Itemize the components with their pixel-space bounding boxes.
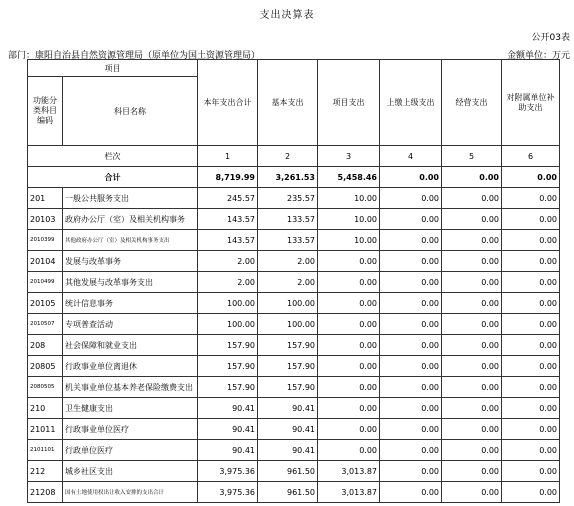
total-value: 0.00 bbox=[380, 167, 442, 188]
row-value: 3,013.87 bbox=[318, 482, 380, 503]
row-value: 0.00 bbox=[502, 251, 560, 272]
row-code: 210 bbox=[28, 398, 63, 419]
total-value: 3,261.53 bbox=[258, 167, 318, 188]
header-col-1: 本年支出合计 bbox=[198, 60, 258, 146]
row-value: 0.00 bbox=[502, 209, 560, 230]
row-value: 143.57 bbox=[198, 209, 258, 230]
row-value: 0.00 bbox=[442, 440, 502, 461]
row-value: 961.50 bbox=[258, 482, 318, 503]
row-code: 21011 bbox=[28, 419, 63, 440]
row-value: 0.00 bbox=[442, 419, 502, 440]
row-value: 0.00 bbox=[502, 461, 560, 482]
row-name: 发展与改革事务 bbox=[63, 251, 198, 272]
row-code: 2010507 bbox=[28, 314, 63, 335]
row-value: 0.00 bbox=[502, 188, 560, 209]
row-value: 157.90 bbox=[198, 377, 258, 398]
row-value: 157.90 bbox=[258, 356, 318, 377]
row-value: 90.41 bbox=[258, 440, 318, 461]
row-name: 卫生健康支出 bbox=[63, 398, 198, 419]
row-value: 0.00 bbox=[502, 398, 560, 419]
table-row bbox=[28, 419, 560, 440]
header-col-4: 上缴上级支出 bbox=[380, 60, 442, 146]
row-value: 0.00 bbox=[380, 272, 442, 293]
row-value: 0.00 bbox=[380, 335, 442, 356]
row-value: 133.57 bbox=[258, 230, 318, 251]
row-value: 90.41 bbox=[258, 419, 318, 440]
table-row bbox=[28, 188, 560, 209]
row-name: 行政事业单位离退休 bbox=[63, 356, 198, 377]
row-value: 0.00 bbox=[380, 209, 442, 230]
table-row bbox=[28, 272, 560, 293]
row-value: 0.00 bbox=[502, 482, 560, 503]
total-value: 8,719.99 bbox=[198, 167, 258, 188]
row-value: 10.00 bbox=[318, 209, 380, 230]
header-col-2: 基本支出 bbox=[258, 60, 318, 146]
row-value: 0.00 bbox=[442, 272, 502, 293]
row-name: 社会保障和就业支出 bbox=[63, 335, 198, 356]
row-value: 90.41 bbox=[198, 440, 258, 461]
row-code: 20805 bbox=[28, 356, 63, 377]
table-row bbox=[28, 377, 560, 398]
row-value: 0.00 bbox=[502, 440, 560, 461]
row-value: 3,975.36 bbox=[198, 482, 258, 503]
form-number: 公开03表 bbox=[531, 33, 570, 43]
row-value: 0.00 bbox=[318, 398, 380, 419]
row-value: 0.00 bbox=[380, 314, 442, 335]
row-name: 其他政府办公厅（室）及相关机构事务支出 bbox=[63, 230, 198, 251]
row-value: 0.00 bbox=[380, 440, 442, 461]
row-code: 212 bbox=[28, 461, 63, 482]
row-value: 0.00 bbox=[380, 251, 442, 272]
row-name: 政府办公厅（室）及相关机构事务 bbox=[63, 209, 198, 230]
row-value: 0.00 bbox=[380, 419, 442, 440]
row-value: 961.50 bbox=[258, 461, 318, 482]
row-value: 0.00 bbox=[318, 293, 380, 314]
row-value: 0.00 bbox=[442, 209, 502, 230]
index-num: 3 bbox=[318, 146, 380, 167]
row-code: 2101101 bbox=[28, 440, 63, 461]
row-code: 2010399 bbox=[28, 230, 63, 251]
row-value: 2.00 bbox=[258, 251, 318, 272]
row-value: 0.00 bbox=[502, 272, 560, 293]
row-code: 201 bbox=[28, 188, 63, 209]
department-label: 部门：康阳自治县自然资源管理局（原单位为国土资源管理局） bbox=[8, 51, 261, 61]
row-name: 行政单位医疗 bbox=[63, 440, 198, 461]
row-value: 0.00 bbox=[318, 356, 380, 377]
row-value: 0.00 bbox=[442, 398, 502, 419]
row-code: 21208 bbox=[28, 482, 63, 503]
row-value: 0.00 bbox=[502, 314, 560, 335]
row-value: 157.90 bbox=[198, 335, 258, 356]
row-code: 208 bbox=[28, 335, 63, 356]
row-value: 0.00 bbox=[442, 377, 502, 398]
row-name: 一般公共服务支出 bbox=[63, 188, 198, 209]
row-value: 0.00 bbox=[318, 272, 380, 293]
row-value: 0.00 bbox=[502, 419, 560, 440]
row-value: 0.00 bbox=[318, 440, 380, 461]
total-label: 合计 bbox=[28, 167, 198, 188]
row-value: 10.00 bbox=[318, 188, 380, 209]
row-name: 统计信息事务 bbox=[63, 293, 198, 314]
index-num: 1 bbox=[198, 146, 258, 167]
row-value: 100.00 bbox=[258, 293, 318, 314]
header-func-code: 功能分类科目编码 bbox=[28, 77, 63, 146]
row-code: 2010499 bbox=[28, 272, 63, 293]
row-value: 0.00 bbox=[442, 251, 502, 272]
index-label: 栏次 bbox=[28, 146, 198, 167]
row-name: 其他发展与改革事务支出 bbox=[63, 272, 198, 293]
header-col-3: 项目支出 bbox=[318, 60, 380, 146]
row-value: 0.00 bbox=[442, 335, 502, 356]
row-code: 2080505 bbox=[28, 377, 63, 398]
row-value: 0.00 bbox=[442, 188, 502, 209]
row-name: 机关事业单位基本养老保险缴费支出 bbox=[63, 377, 198, 398]
index-num: 6 bbox=[502, 146, 560, 167]
total-value: 5,458.46 bbox=[318, 167, 380, 188]
header-subject-name: 科目名称 bbox=[63, 77, 198, 146]
row-value: 157.90 bbox=[258, 335, 318, 356]
amount-unit: 金额单位：万元 bbox=[506, 51, 570, 61]
row-code: 20104 bbox=[28, 251, 63, 272]
row-value: 235.57 bbox=[258, 188, 318, 209]
row-value: 0.00 bbox=[442, 482, 502, 503]
row-value: 0.00 bbox=[502, 377, 560, 398]
row-value: 0.00 bbox=[380, 461, 442, 482]
row-value: 133.57 bbox=[258, 209, 318, 230]
index-num: 5 bbox=[442, 146, 502, 167]
table-row bbox=[28, 314, 560, 335]
row-value: 157.90 bbox=[258, 377, 318, 398]
row-name: 城乡社区支出 bbox=[63, 461, 198, 482]
total-value: 0.00 bbox=[442, 167, 502, 188]
row-code: 20105 bbox=[28, 293, 63, 314]
table-row bbox=[28, 482, 560, 503]
row-value: 100.00 bbox=[258, 314, 318, 335]
row-value: 3,975.36 bbox=[198, 461, 258, 482]
report-title: 支出决算表 bbox=[259, 10, 315, 21]
row-value: 0.00 bbox=[442, 356, 502, 377]
header-col-6: 对附属单位补助支出 bbox=[502, 60, 560, 146]
table-row bbox=[28, 461, 560, 482]
row-value: 0.00 bbox=[318, 419, 380, 440]
row-value: 157.90 bbox=[198, 356, 258, 377]
row-value: 0.00 bbox=[380, 230, 442, 251]
table-row bbox=[28, 293, 560, 314]
row-value: 0.00 bbox=[380, 482, 442, 503]
row-value: 2.00 bbox=[198, 251, 258, 272]
row-value: 0.00 bbox=[380, 293, 442, 314]
table-row bbox=[28, 335, 560, 356]
table-row bbox=[28, 398, 560, 419]
header-project: 项目 bbox=[28, 60, 198, 77]
row-value: 90.41 bbox=[258, 398, 318, 419]
table-row bbox=[28, 209, 560, 230]
row-value: 0.00 bbox=[318, 335, 380, 356]
row-value: 143.57 bbox=[198, 230, 258, 251]
row-value: 0.00 bbox=[502, 230, 560, 251]
row-value: 0.00 bbox=[502, 293, 560, 314]
index-num: 4 bbox=[380, 146, 442, 167]
table-row bbox=[28, 440, 560, 461]
row-value: 0.00 bbox=[380, 356, 442, 377]
row-value: 245.57 bbox=[198, 188, 258, 209]
row-value: 3,013.87 bbox=[318, 461, 380, 482]
table-row bbox=[28, 230, 560, 251]
row-value: 0.00 bbox=[318, 377, 380, 398]
row-value: 0.00 bbox=[502, 335, 560, 356]
row-value: 90.41 bbox=[198, 398, 258, 419]
row-value: 0.00 bbox=[380, 188, 442, 209]
row-value: 10.00 bbox=[318, 230, 380, 251]
row-value: 2.00 bbox=[258, 272, 318, 293]
row-value: 0.00 bbox=[442, 314, 502, 335]
row-name: 专项普查活动 bbox=[63, 314, 198, 335]
row-value: 2.00 bbox=[198, 272, 258, 293]
total-value: 0.00 bbox=[502, 167, 560, 188]
row-value: 90.41 bbox=[198, 419, 258, 440]
row-name: 行政事业单位医疗 bbox=[63, 419, 198, 440]
row-value: 0.00 bbox=[442, 230, 502, 251]
row-value: 0.00 bbox=[318, 314, 380, 335]
expenditure-table bbox=[27, 59, 560, 503]
table-row bbox=[28, 251, 560, 272]
table-row bbox=[28, 356, 560, 377]
row-value: 0.00 bbox=[442, 461, 502, 482]
row-value: 0.00 bbox=[442, 293, 502, 314]
row-code: 20103 bbox=[28, 209, 63, 230]
row-value: 0.00 bbox=[502, 356, 560, 377]
row-value: 0.00 bbox=[318, 251, 380, 272]
header-col-5: 经营支出 bbox=[442, 60, 502, 146]
row-value: 100.00 bbox=[198, 293, 258, 314]
row-value: 0.00 bbox=[380, 377, 442, 398]
row-value: 0.00 bbox=[380, 398, 442, 419]
row-value: 100.00 bbox=[198, 314, 258, 335]
index-num: 2 bbox=[258, 146, 318, 167]
row-name: 国有土地使用权出让收入安排的支出合计 bbox=[63, 482, 198, 503]
